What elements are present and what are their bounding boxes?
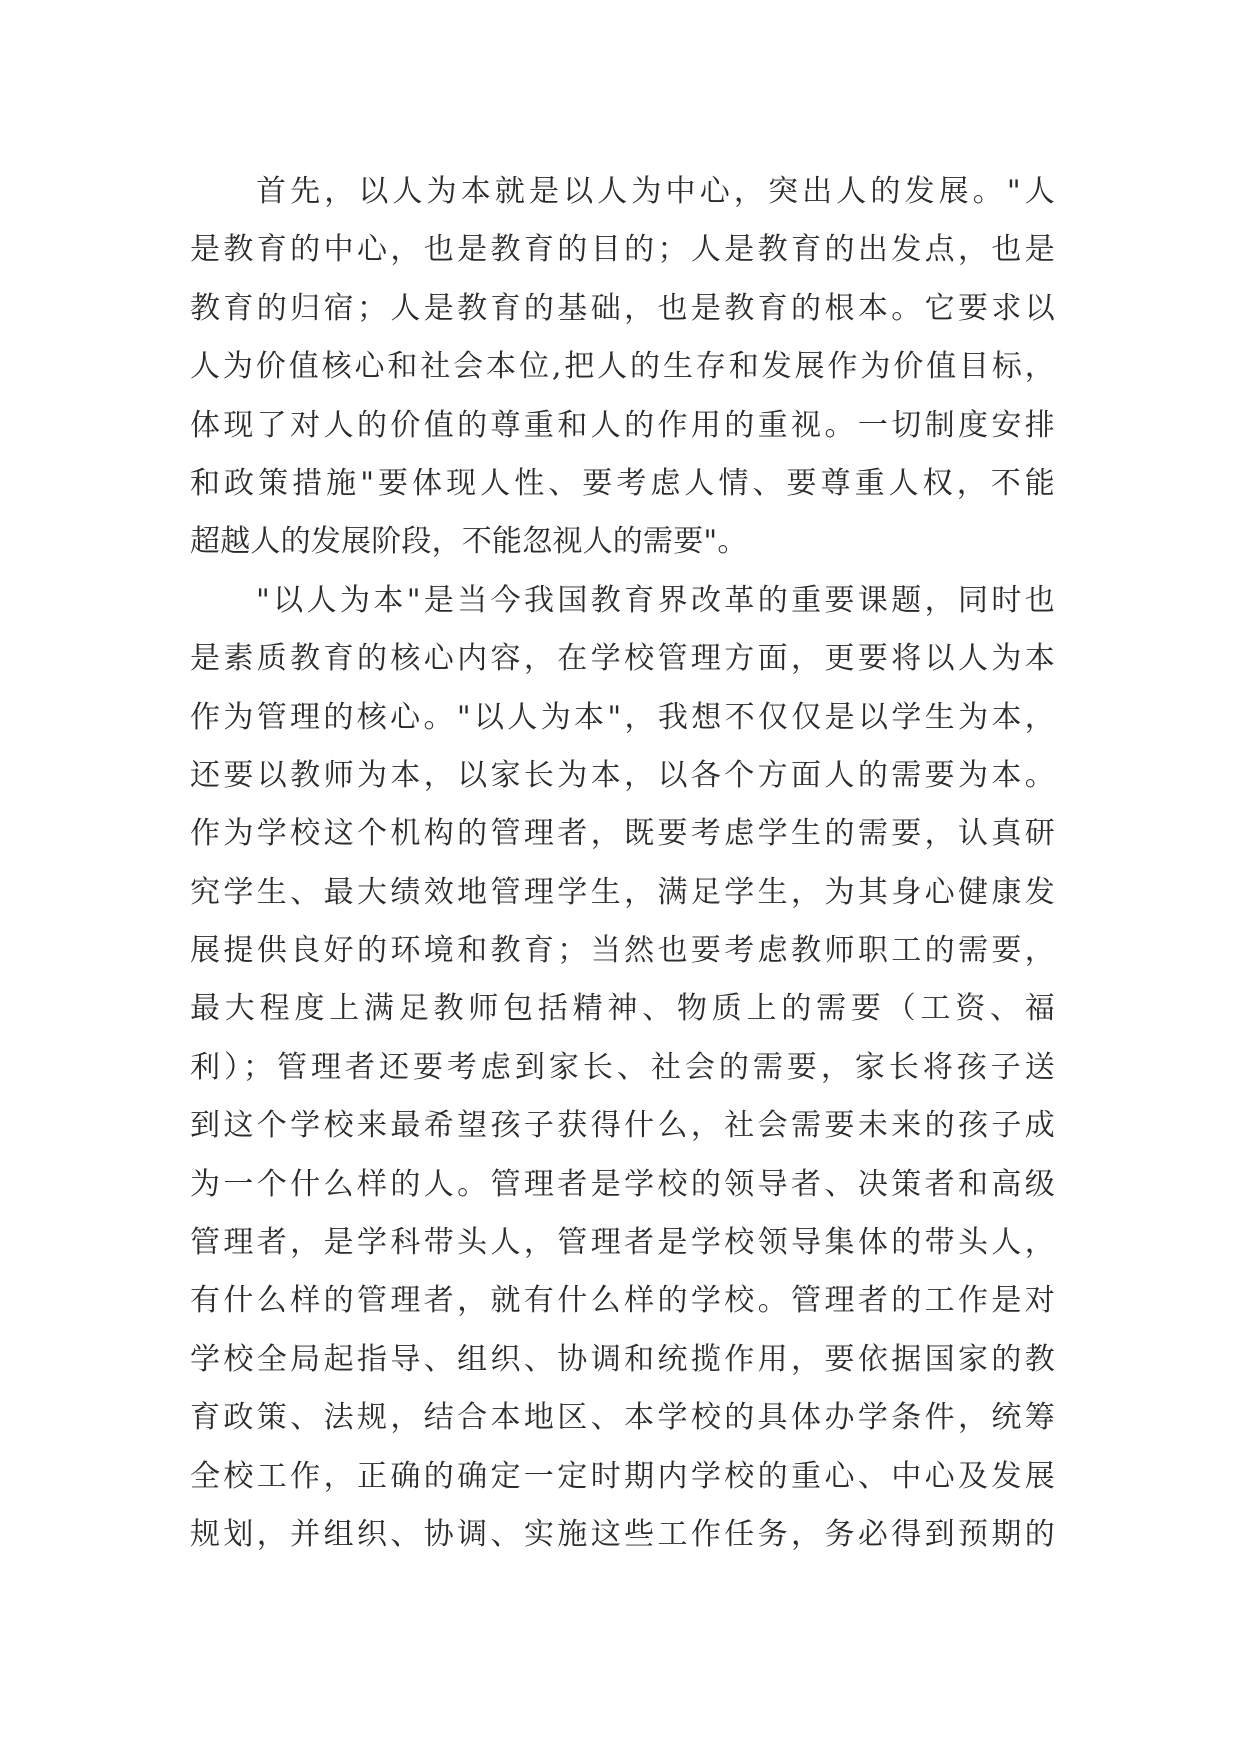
paragraph-2-line-7: 展提供良好的环境和教育；当然也要考虑教师职工的需要，: [190, 933, 1055, 969]
paragraph-2-line-2: 是素质教育的核心内容，在学校管理方面，更要将以人为本: [190, 641, 1055, 677]
paragraph-2-line-16: 全校工作，正确的确定一定时期内学校的重心、中心及发展: [190, 1458, 1055, 1494]
paragraph-2-line-5: 作为学校这个机构的管理者，既要考虑学生的需要，认真研: [190, 816, 1055, 852]
paragraph-1-line-1: 首先，以人为本就是以人为中心，突出人的发展。"人: [256, 174, 1055, 209]
paragraph-2-line-12: 管理者，是学科带头人，管理者是学校领导集体的带头人，: [190, 1225, 1055, 1261]
paragraph-2-line-10: 到这个学校来最希望孩子获得什么，社会需要未来的孩子成: [190, 1108, 1055, 1144]
paragraph-2-line-8: 最大程度上满足教师包括精神、物质上的需要（工资、福: [190, 991, 1055, 1027]
paragraph-1-line-7: 超越人的发展阶段，不能忽视人的需要"。: [190, 524, 748, 560]
paragraph-2-line-15: 育政策、法规，结合本地区、本学校的具体办学条件，统筹: [190, 1400, 1055, 1436]
paragraph-2-line-17: 规划，并组织、协调、实施这些工作任务，务必得到预期的: [190, 1516, 1055, 1552]
paragraph-1-line-4: 人为价值核心和社会本位,把人的生存和发展作为价值目标，: [190, 349, 1055, 385]
paragraph-1-line-3: 教育的归宿；人是教育的基础，也是教育的根本。它要求以: [190, 290, 1055, 326]
paragraph-2-line-3: 作为管理的核心。"以人为本"，我想不仅仅是以学生为本，: [190, 699, 1055, 735]
paragraph-2-line-13: 有什么样的管理者，就有什么样的学校。管理者的工作是对: [190, 1283, 1055, 1319]
paragraph-2-line-4: 还要以教师为本，以家长为本，以各个方面人的需要为本。: [190, 757, 1055, 793]
paragraph-2-line-14: 学校全局起指导、组织、协调和统揽作用，要依据国家的教: [190, 1341, 1055, 1377]
paragraph-1-line-6: 和政策措施"要体现人性、要考虑人情、要尊重人权，不能: [190, 465, 1055, 501]
paragraph-2-line-6: 究学生、最大绩效地管理学生，满足学生，为其身心健康发: [190, 874, 1055, 910]
paragraph-2-line-9: 利）；管理者还要考虑到家长、社会的需要，家长将孩子送: [190, 1049, 1055, 1085]
body-text: [190, 163, 1055, 1564]
paragraph-2-line-11: 为一个什么样的人。管理者是学校的领导者、决策者和高级: [190, 1166, 1055, 1202]
paragraph-1-line-2: 是教育的中心，也是教育的目的；人是教育的出发点，也是: [190, 232, 1055, 268]
paragraph-2-line-1: "以人为本"是当今我国教育界改革的重要课题，同时也: [256, 582, 1055, 618]
paragraph-1-line-5: 体现了对人的价值的尊重和人的作用的重视。一切制度安排: [190, 407, 1055, 443]
